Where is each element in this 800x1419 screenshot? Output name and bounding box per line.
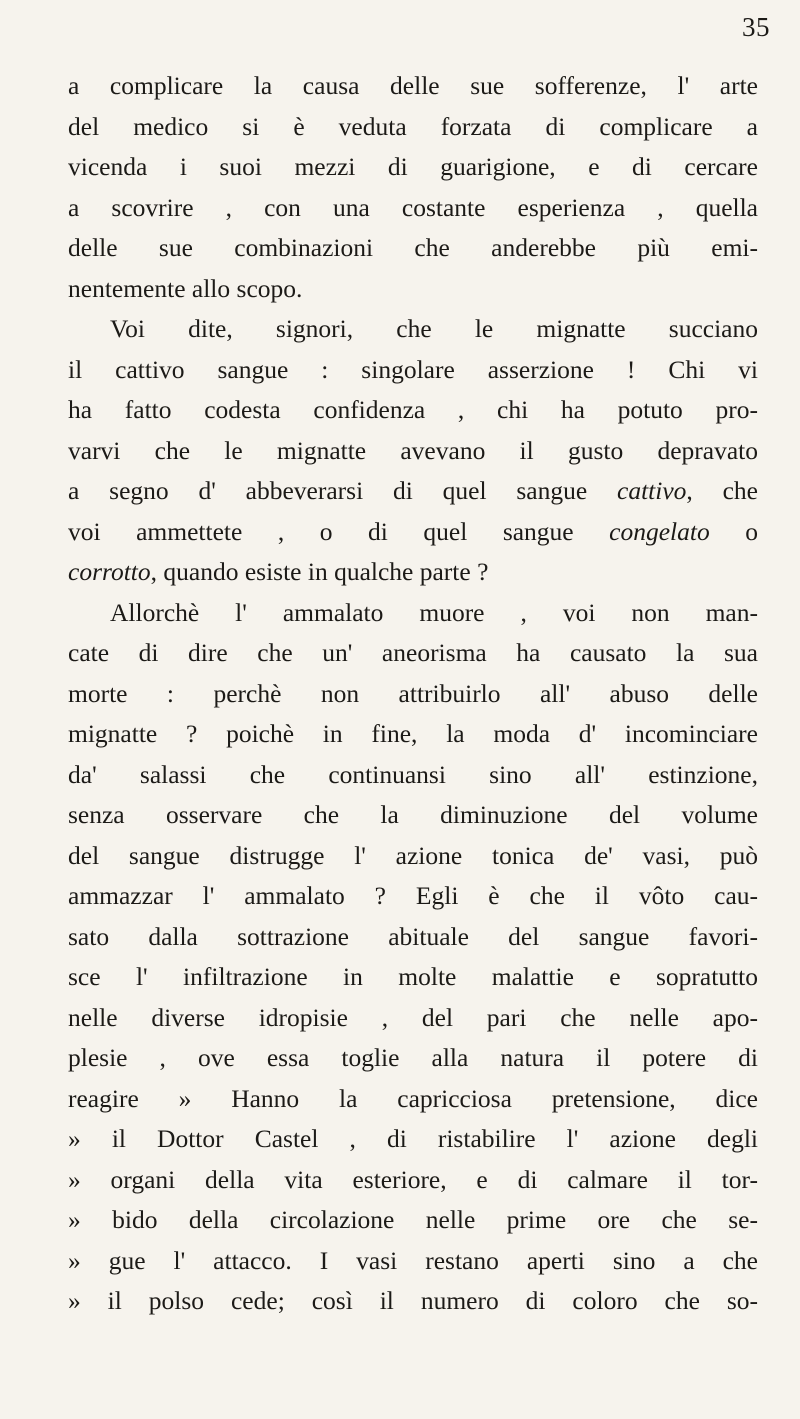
- text-line: morte : perchè non attribuirlo all' abuso delle: [68, 678, 758, 708]
- text-segment: o: [709, 516, 759, 546]
- paragraph-start-line: Allorchè l' ammalato muore , voi non man-: [110, 597, 758, 627]
- italic-word: corrotto: [68, 557, 151, 586]
- quote-line: » bido della circolazione nelle prime ore che se-: [68, 1205, 758, 1234]
- text-line: il cattivo sangue : singolare asserzione ! Chi vi: [68, 354, 758, 384]
- paragraph-start-line: Voi dite, signori, che le mignatte succiano: [110, 314, 758, 343]
- text-line: a complicare la causa delle sue sofferenze, l' arte: [68, 71, 758, 100]
- text-line: sce l' infiltrazione in molte malattie e sopratutto: [68, 962, 758, 991]
- text-line: sato dalla sottrazione abituale del sangue favori-: [68, 921, 758, 951]
- text-segment: voi ammettete , o di quel sangue: [68, 516, 574, 546]
- text-line: cate di dire che un' aneorisma ha causato la sua: [68, 638, 758, 667]
- text-line-mixed: [68, 471, 758, 512]
- text-line: reagire » Hanno la capricciosa pretensione, dice: [68, 1083, 758, 1113]
- text-line: vicenda i suoi mezzi di guarigione, e di cercare: [68, 152, 758, 181]
- text-line: a scovrire , con una costante esperienza , quella: [68, 192, 758, 222]
- text-segment: , che: [686, 476, 758, 505]
- text-line-mixed: [68, 552, 758, 593]
- body-text: [68, 66, 758, 1322]
- text-line-mixed: [68, 512, 758, 553]
- text-segment: a segno d' abbeverarsi di quel sangue: [68, 476, 588, 505]
- quote-line: » gue l' attacco. I vasi restano aperti sino a che: [68, 1245, 758, 1275]
- text-line: da' salassi che continuansi sino all' estinzione,: [68, 759, 758, 789]
- text-line: del sangue distrugge l' azione tonica de' vasi, può: [68, 840, 758, 870]
- text-segment: , quando esiste in qualche parte ?: [150, 557, 489, 586]
- italic-word: congelato: [609, 516, 710, 546]
- quote-line: » il Dottor Castel , di ristabilire l' azione degli: [68, 1124, 758, 1153]
- text-line: delle sue combinazioni che anderebbe più emi-: [68, 233, 758, 262]
- quote-line: » il polso cede; così il numero di coloro che so-: [68, 1286, 758, 1315]
- italic-word: cattivo: [617, 476, 687, 505]
- text-line: ammazzar l' ammalato ? Egli è che il vôto cau-: [68, 881, 758, 910]
- text-line: del medico si è veduta forzata di complicare a: [68, 111, 758, 141]
- quote-line: » organi della vita esteriore, e di calmare il tor-: [68, 1164, 758, 1194]
- text-line: nentemente allo scopo.: [68, 273, 303, 303]
- text-line: plesie , ove essa toglie alla natura il potere di: [68, 1043, 758, 1072]
- page-number: 35: [742, 12, 770, 42]
- text-line: mignatte ? poichè in fine, la moda d' incominciare: [68, 719, 758, 748]
- text-line: senza osservare che la diminuzione del volume: [68, 800, 758, 829]
- text-line: ha fatto codesta confidenza , chi ha potuto pro-: [68, 395, 758, 424]
- text-line: varvi che le mignatte avevano il gusto depravato: [68, 435, 758, 465]
- text-line: nelle diverse idropisie , del pari che nelle apo-: [68, 1002, 758, 1032]
